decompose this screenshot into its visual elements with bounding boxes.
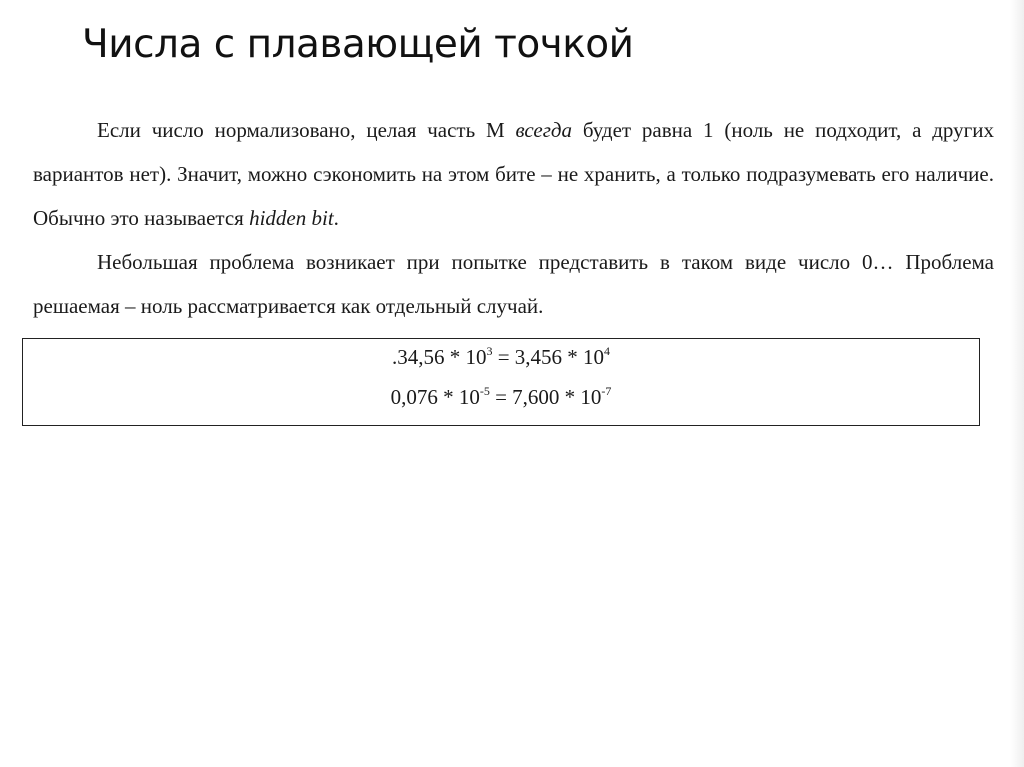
emphasis-hidden-bit: hidden bit	[249, 206, 334, 230]
emphasis-always: всегда	[515, 118, 573, 142]
formula-right-exponent: 4	[604, 344, 611, 358]
formula-left-exponent: 3	[486, 344, 493, 358]
body-text	[33, 108, 994, 328]
formula-line	[23, 385, 979, 410]
formula-right-mantissa: = 3,456 * 10	[492, 345, 605, 369]
formula-left-mantissa: .34,56 * 10	[391, 345, 487, 369]
formula-left-mantissa: 0,076 * 10	[390, 385, 480, 409]
slide-title: Числа с плавающей точкой	[82, 22, 634, 67]
formula-left-exponent: -5	[479, 384, 490, 398]
formula-box	[22, 338, 980, 426]
paragraph-text: будет равна 1 (ноль не подходит, а других вариантов нет). Значит, можно сэкономить на этом бите – не хранить, а только подразумевать его наличие. Обычно это называется	[33, 118, 994, 230]
paragraph-text: .	[333, 206, 339, 230]
formula-right-exponent: -7	[601, 384, 612, 398]
paragraph-zero-problem: Небольшая проблема возникает при попытке представить в таком виде число 0… Проблема решаемая – ноль рассматривается как отдельный случай.	[33, 250, 994, 318]
paragraph-hidden-bit	[33, 108, 994, 240]
formula-line	[23, 345, 979, 370]
formula-right-mantissa: = 7,600 * 10	[489, 385, 602, 409]
paragraph-text: Если число нормализовано, целая часть М	[97, 118, 516, 142]
